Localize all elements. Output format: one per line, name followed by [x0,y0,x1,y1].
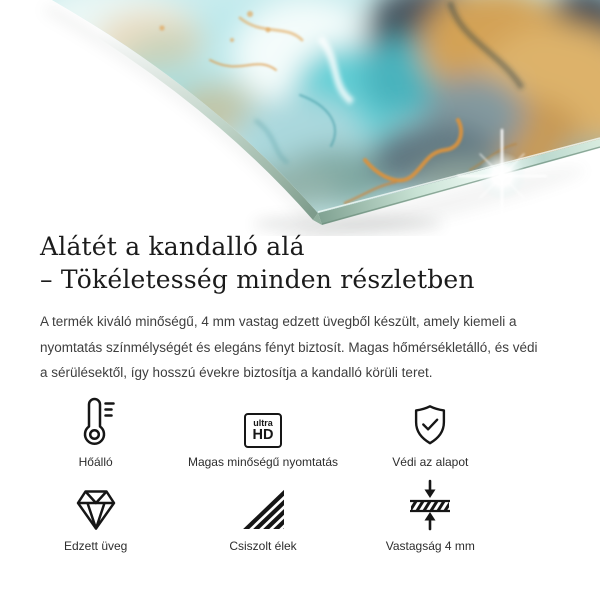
feature-thickness [347,476,514,560]
feature-protects-base [347,392,514,476]
section-title [40,230,560,296]
section-title-line2: – Tökéletesség minden részletben [40,265,475,294]
feature-high-quality-print [179,392,346,476]
thermometer-icon [74,394,118,448]
feature-label: Hőálló [78,455,113,469]
ultra-hd-icon: ultra HD [244,413,282,448]
diamond-icon [71,484,121,532]
feature-polished-edges [179,476,346,560]
shield-check-icon [407,402,453,448]
product-description: A termék kiváló minőségű, 4 mm vastag edzett üvegből készült, amely kiemeli a nyomtatás színmélységét és elegáns fényt biztosít. Magas hőmérsékletálló, és védi a sérülésektől, így hosszú évekre biztosítja a kandalló körüli teret. [40,314,538,380]
feature-label: Magas minőségű nyomtatás [187,455,339,469]
product-hero-image [0,0,600,236]
feature-tempered-glass [12,476,179,560]
feature-label: Vastagság 4 mm [385,539,475,553]
polished-edges-icon [239,488,287,532]
glass-panel-art [0,0,600,236]
feature-grid [12,392,514,560]
feature-label: Védi az alapot [392,455,469,469]
section-title-line1: Alátét a kandalló alá [40,232,305,261]
feature-label: Csiszolt élek [229,539,297,553]
thickness-icon [406,478,454,532]
feature-heat-resistant [12,392,179,476]
feature-label: Edzett üveg [63,539,128,553]
